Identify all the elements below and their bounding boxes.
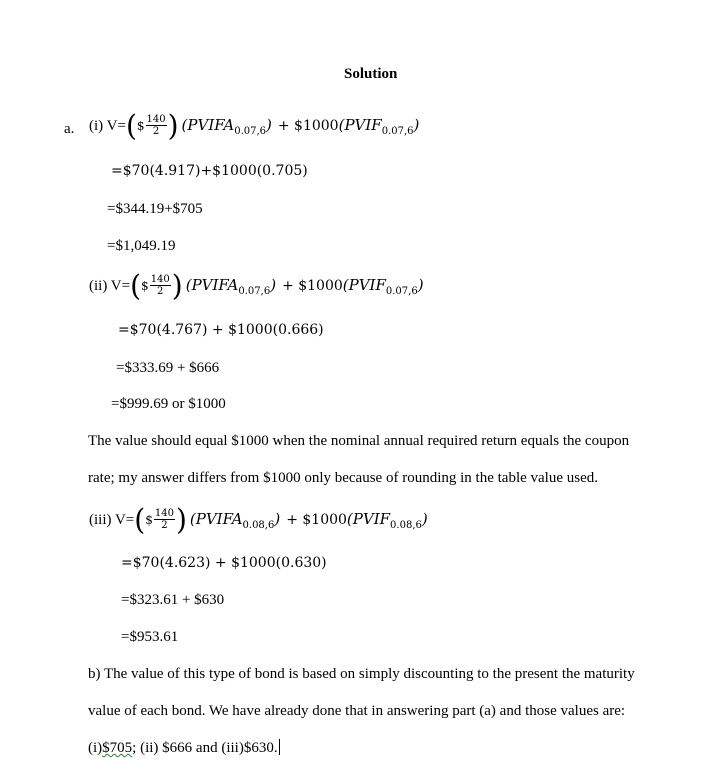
step-i-3: =$1,049.19 — [107, 238, 176, 254]
eq-i-lparen: ( — [125, 108, 137, 143]
eq-i-pvifa: $(PVIFA_{0.07,6})$ — [181, 115, 272, 137]
eq-i-prefix: (i) V= — [89, 117, 126, 134]
eq-i-den: 2 — [152, 126, 160, 137]
eq-iii-pvif-label: PVIF — [352, 509, 391, 528]
eq-iii-den: 2 — [161, 520, 168, 531]
eq-i-pvif-sub: 0.07,6 — [381, 125, 414, 137]
eq-i-pvif-label: PVIF — [344, 115, 382, 134]
part-a-label: a. — [64, 121, 75, 137]
step-iii-3: =$953.61 — [121, 629, 179, 645]
eq-iii-dollar: $ — [145, 513, 153, 527]
step-i-1: =$70(4.917)+$1000(0.705) — [111, 163, 308, 179]
step-iii-2: =$323.61 + $630 — [121, 592, 225, 608]
eq-ii-den: 2 — [157, 286, 164, 297]
eq-iii-plus: + $1000 — [286, 512, 347, 528]
note-line-2: rate; my answer differs from $1000 only because of rounding in the table value used. — [88, 470, 598, 486]
eq-iii-num: 140 — [154, 508, 174, 519]
eq-iii-rparen: ) — [175, 502, 187, 537]
eq-ii-pvifa: $(PVIFA_{0.07,6})$ — [185, 275, 277, 297]
eq-ii-pvif: $(PVIF_{0.07,6})$ — [342, 275, 424, 297]
step-ii-3: =$999.69 or $1000 — [111, 396, 226, 412]
eq-i-pvifa-sub: 0.07,6 — [234, 125, 267, 137]
eq-iii-pvifa-label: PVIFA — [195, 509, 243, 528]
eq-iii-pvif-sub: 0.08,6 — [390, 519, 422, 531]
eq-ii-plus: + $1000 — [282, 278, 343, 294]
note-line-1: The value should equal $1000 when the nominal annual required return equals the coupon — [88, 433, 630, 449]
eq-i-rparen: ) — [167, 108, 179, 143]
part-b-line-1: b) The value of this type of bond is based on simply discounting to the present the maturity — [88, 666, 635, 682]
eq-iii-fraction — [154, 509, 175, 531]
eq-iii-pvifa: $(PVIFA_{0.08,6})$ — [189, 509, 281, 531]
eq-i-dollar: $ — [136, 119, 145, 133]
step-ii-2: =$333.69 + $666 — [116, 360, 220, 376]
eq-iii-pvif: $(PVIF_{0.08,6})$ — [346, 509, 428, 531]
page-title: Solution — [344, 66, 398, 82]
part-b-line-2: value of each bond. We have already done that in answering part (a) and those values are: — [88, 703, 626, 719]
eq-ii-dollar: $ — [141, 279, 149, 293]
eq-i-fraction — [146, 115, 167, 137]
part-b-final-line[interactable] — [88, 739, 280, 757]
eq-i-num: 140 — [146, 114, 166, 125]
eq-ii-fraction — [150, 275, 171, 297]
eq-ii-num: 140 — [150, 274, 170, 285]
final-rest: ; (ii) $666 and (iii)$630. — [132, 740, 278, 756]
eq-ii-pvifa-label: PVIFA — [191, 275, 239, 294]
eq-i-pvifa-label: PVIFA — [187, 115, 235, 134]
equation-ii — [89, 268, 424, 303]
eq-ii-prefix: (ii) V= — [89, 277, 131, 294]
final-i-label: (i) — [88, 740, 103, 756]
final-i-value: $705 — [102, 740, 133, 756]
text-cursor — [279, 739, 280, 755]
step-i-2: =$344.19+$705 — [107, 201, 203, 217]
step-ii-1: =$70(4.767) + $1000(0.666) — [118, 322, 324, 338]
eq-iii-prefix: (iii) V= — [89, 511, 135, 528]
eq-ii-pvifa-sub: 0.07,6 — [238, 285, 271, 297]
eq-ii-pvif-sub: 0.07,6 — [385, 285, 418, 297]
equation-iii — [89, 502, 428, 537]
step-iii-1: =$70(4.623) + $1000(0.630) — [121, 555, 327, 571]
equation-i — [89, 108, 420, 143]
eq-ii-pvif-label: PVIF — [348, 275, 386, 294]
eq-ii-lparen: ( — [130, 268, 142, 303]
eq-i-pvif: $(PVIF_{0.07,6})$ — [338, 115, 420, 137]
eq-i-plus: + $1000 — [277, 118, 339, 134]
eq-ii-rparen: ) — [171, 268, 183, 303]
eq-iii-pvifa-sub: 0.08,6 — [242, 519, 275, 531]
eq-iii-lparen: ( — [134, 502, 146, 537]
